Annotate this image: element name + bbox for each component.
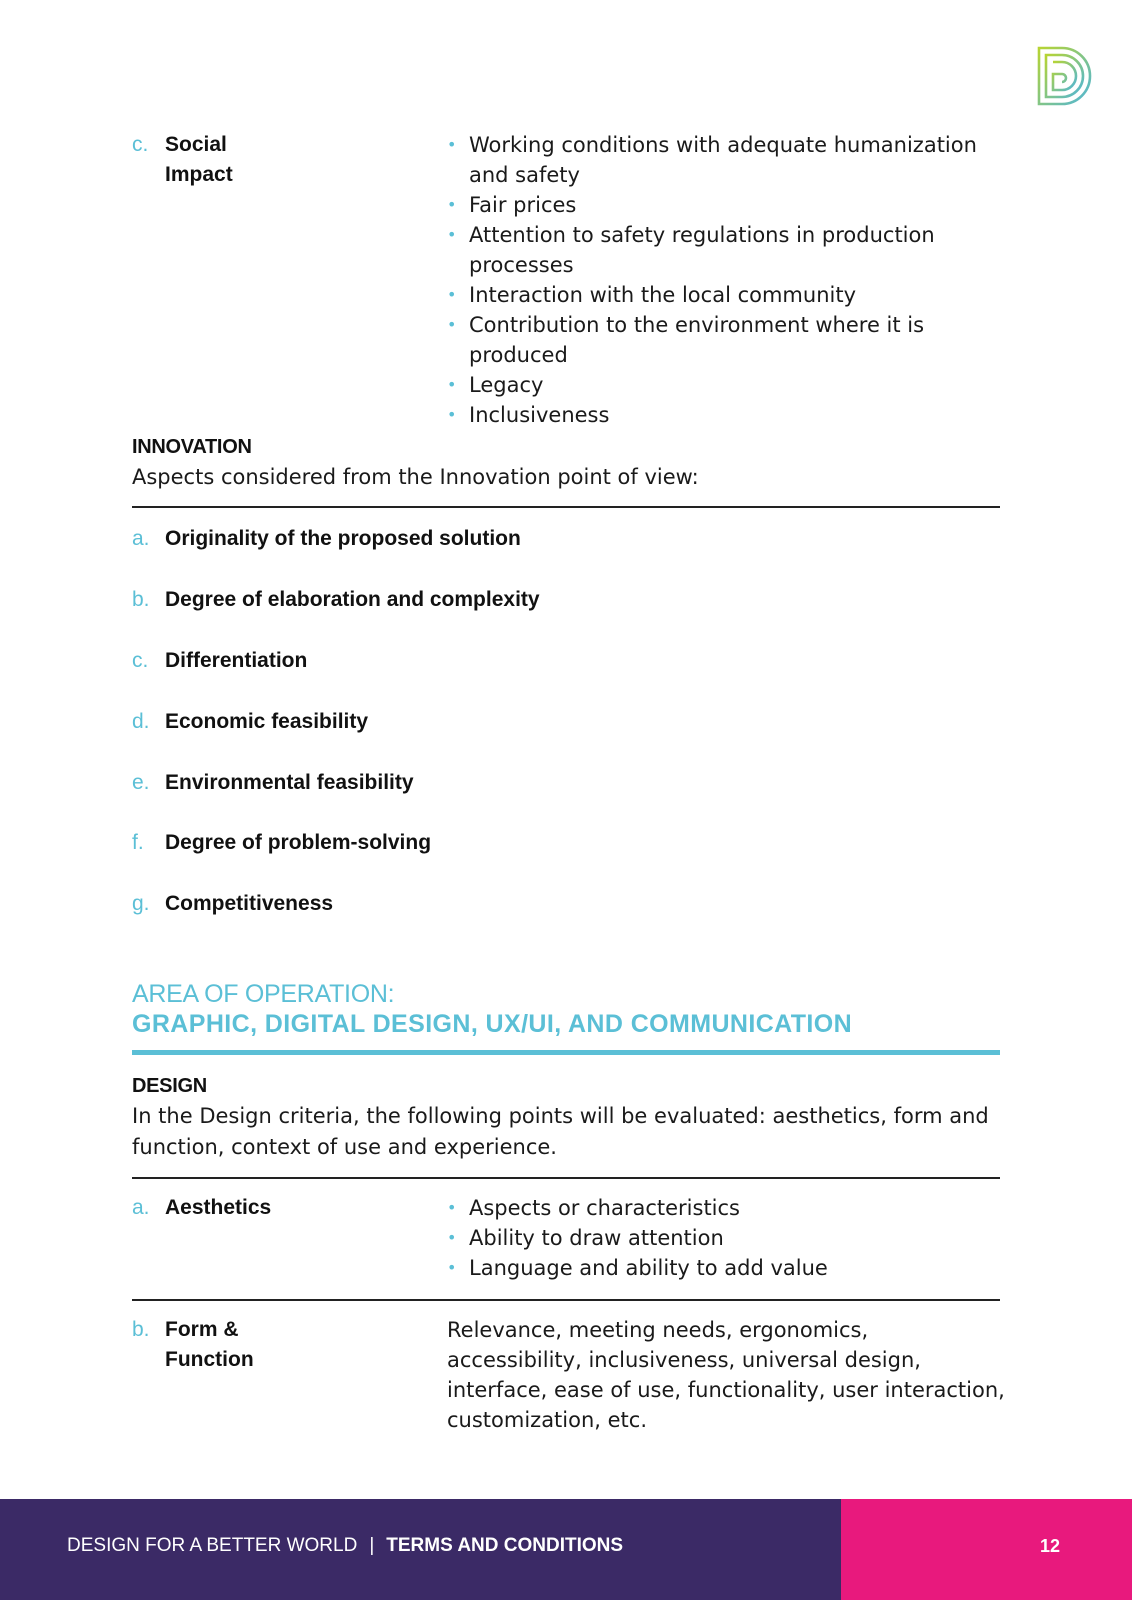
social-impact-bullets bbox=[447, 130, 1007, 430]
footer-right-text: TERMS AND CONDITIONS bbox=[386, 1535, 624, 1556]
design-intro: In the Design criteria, the following points will be evaluated: aesthetics, form and function, context of use and experience. bbox=[132, 1104, 989, 1159]
item-letter: b. bbox=[132, 1318, 150, 1341]
divider bbox=[132, 1299, 1000, 1301]
social-impact-term: Social Impact bbox=[165, 133, 233, 186]
list-item: • Aspects or characteristics bbox=[447, 1193, 1007, 1223]
innovation-intro: Aspects considered from the Innovation point of view: bbox=[132, 465, 699, 489]
divider bbox=[132, 1177, 1000, 1179]
list-item: • Language and ability to add value bbox=[447, 1253, 1007, 1283]
item-letter: a. bbox=[132, 1196, 150, 1219]
list-item: c. Differentiation bbox=[132, 649, 308, 672]
accent-divider bbox=[132, 1050, 1000, 1055]
area-title: AREA OF OPERATION: bbox=[132, 980, 395, 1008]
page-number: 12 bbox=[1039, 1536, 1060, 1556]
item-letter: c. bbox=[132, 133, 149, 156]
list-item: • Attention to safety regulations in production processes bbox=[447, 220, 1007, 280]
footer-left-text: DESIGN FOR A BETTER WORLD bbox=[67, 1535, 358, 1556]
list-item: a. Originality of the proposed solution bbox=[132, 527, 521, 550]
list-item: • Inclusiveness bbox=[447, 400, 1007, 430]
footer-title bbox=[67, 1535, 623, 1557]
list-item: • Fair prices bbox=[447, 190, 1007, 220]
form-function-text: Relevance, meeting needs, ergonomics, accessibility, inclusiveness, universal design, interface, ease of use, functionality, user interaction, customization, etc. bbox=[447, 1318, 1005, 1432]
footer-band bbox=[0, 1499, 1132, 1600]
list-item: • Contribution to the environment where it is produced bbox=[447, 310, 1007, 370]
list-item: f. Degree of problem-solving bbox=[132, 831, 432, 854]
list-item: e. Environmental feasibility bbox=[132, 771, 414, 794]
aesthetics-row bbox=[132, 1193, 1000, 1288]
area-subtitle: GRAPHIC, DIGITAL DESIGN, UX/UI, AND COMMUNICATION bbox=[132, 1010, 853, 1038]
list-item: g. Competitiveness bbox=[132, 892, 334, 915]
form-function-term: Form & Function bbox=[165, 1318, 254, 1371]
innovation-heading: INNOVATION bbox=[132, 436, 252, 458]
d-spiral-logo-icon bbox=[1036, 46, 1092, 106]
list-item: b. Degree of elaboration and complexity bbox=[132, 588, 540, 611]
footer-separator: | bbox=[369, 1535, 375, 1556]
aesthetics-bullets bbox=[447, 1193, 1007, 1283]
list-item: d. Economic feasibility bbox=[132, 710, 369, 733]
list-item: • Legacy bbox=[447, 370, 1007, 400]
page-number-box bbox=[841, 1499, 1132, 1600]
design-heading: DESIGN bbox=[132, 1075, 207, 1097]
list-item: • Working conditions with adequate humanization and safety bbox=[447, 130, 1007, 190]
form-function-row bbox=[132, 1315, 1005, 1432]
aesthetics-term: Aesthetics bbox=[165, 1196, 272, 1219]
divider bbox=[132, 506, 1000, 508]
social-impact-row bbox=[132, 130, 1000, 430]
list-item: • Interaction with the local community bbox=[447, 280, 1007, 310]
list-item: • Ability to draw attention bbox=[447, 1223, 1007, 1253]
